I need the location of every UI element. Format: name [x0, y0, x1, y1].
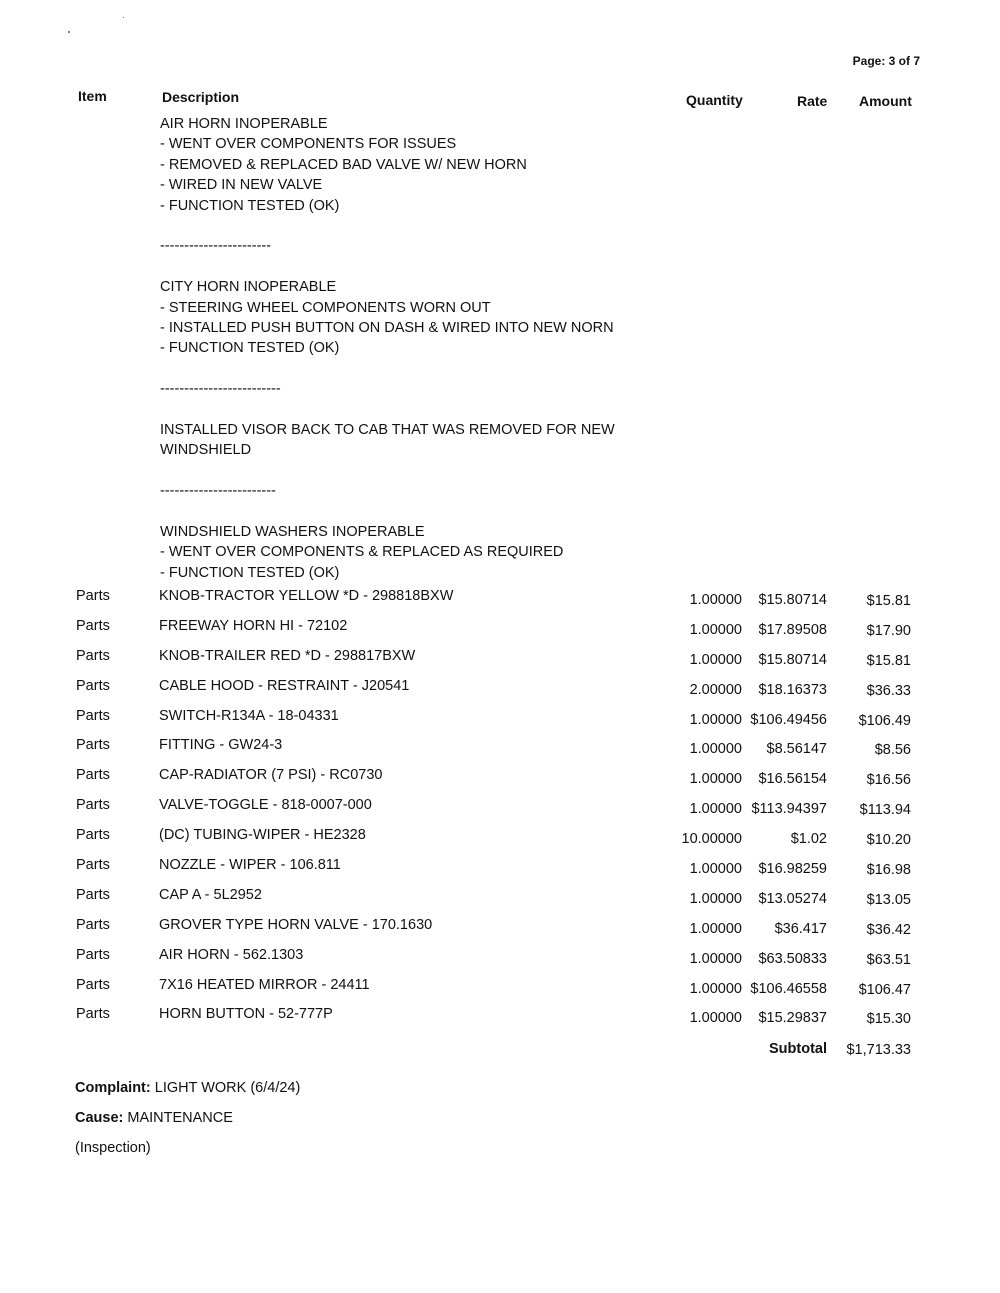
- part-amount: $36.42: [866, 921, 911, 938]
- cause-label: Cause:: [75, 1110, 124, 1126]
- part-description: KNOB-TRAILER RED *D - 298817BXW: [159, 647, 416, 664]
- part-item-type: Parts: [76, 677, 110, 694]
- complaint-line: [75, 1080, 300, 1096]
- part-item-type: Parts: [76, 916, 110, 933]
- part-quantity: 1.00000: [689, 711, 742, 728]
- part-amount: $36.33: [866, 682, 911, 699]
- note-line: AIR HORN INOPERABLE: [160, 116, 328, 132]
- part-rate: $106.49456: [750, 711, 827, 728]
- part-item-type: Parts: [76, 857, 110, 874]
- part-item-type: Parts: [76, 976, 110, 993]
- part-item-type: Parts: [76, 588, 110, 604]
- part-amount: $8.56: [874, 742, 911, 759]
- part-description: HORN BUTTON - 52-777P: [159, 1006, 333, 1023]
- part-amount: $17.90: [866, 622, 911, 639]
- part-item-type: Parts: [76, 1006, 110, 1023]
- part-rate: $17.89508: [758, 621, 827, 638]
- scan-speck: [123, 17, 124, 18]
- note-line: INSTALLED VISOR BACK TO CAB THAT WAS REMOVED FOR NEW: [160, 421, 615, 438]
- note-line: - WENT OVER COMPONENTS FOR ISSUES: [160, 136, 457, 153]
- part-amount: $106.47: [858, 981, 911, 998]
- part-amount: $63.51: [866, 951, 911, 968]
- part-quantity: 2.00000: [689, 681, 742, 698]
- part-item-type: Parts: [76, 767, 110, 784]
- part-rate: $15.80714: [758, 592, 827, 608]
- part-rate: $15.29837: [758, 1010, 827, 1027]
- complaint-label: Complaint:: [75, 1080, 151, 1096]
- part-amount: $16.98: [866, 862, 911, 879]
- note-line: [160, 257, 660, 277]
- part-item-type: Parts: [76, 707, 110, 724]
- table-row: [0, 977, 1000, 1007]
- part-rate: $8.56147: [766, 741, 827, 758]
- column-header-rate: Rate: [797, 93, 828, 109]
- note-line: - WENT OVER COMPONENTS & REPLACED AS REQUIRED: [160, 544, 564, 561]
- part-item-type: Parts: [76, 797, 110, 814]
- part-rate: $1.02: [790, 831, 827, 848]
- part-description: CAP-RADIATOR (7 PSI) - RC0730: [159, 767, 383, 784]
- part-description: CABLE HOOD - RESTRAINT - J20541: [159, 677, 410, 694]
- scan-speck: [68, 31, 70, 33]
- part-rate: $13.05274: [758, 890, 827, 907]
- part-description: (DC) TUBING-WIPER - HE2328: [159, 827, 366, 844]
- part-amount: $15.81: [866, 652, 911, 669]
- complaint-value: LIGHT WORK (6/4/24): [154, 1080, 301, 1096]
- note-line: - FUNCTION TESTED (OK): [160, 197, 340, 214]
- table-row: [0, 648, 1000, 678]
- column-header-quantity: Quantity: [686, 92, 743, 108]
- note-line: - STEERING WHEEL COMPONENTS WORN OUT: [160, 299, 491, 316]
- part-amount: $13.05: [866, 891, 911, 908]
- part-amount: $15.81: [866, 593, 911, 609]
- table-row: [0, 797, 1000, 827]
- part-description: SWITCH-R134A - 18-04331: [159, 707, 339, 724]
- part-rate: $113.94397: [751, 801, 827, 818]
- part-item-type: Parts: [76, 827, 110, 844]
- part-rate: $18.16373: [758, 681, 827, 698]
- note-line: - REMOVED & REPLACED BAD VALVE W/ NEW HORN: [160, 156, 527, 173]
- note-line: [160, 399, 660, 419]
- column-header-amount: Amount: [859, 93, 912, 109]
- subtotal-value: $1,713.33: [846, 1042, 911, 1058]
- part-description: CAP A - 5L2952: [159, 886, 262, 903]
- note-line: [160, 461, 660, 481]
- note-line: -----------------------: [160, 238, 272, 255]
- note-line: ------------------------: [160, 483, 276, 500]
- cause-value: MAINTENANCE: [127, 1110, 233, 1126]
- note-line: [160, 501, 660, 521]
- part-quantity: 1.00000: [689, 1010, 742, 1027]
- part-item-type: Parts: [76, 617, 110, 634]
- page-number: Page: 3 of 7: [852, 54, 920, 68]
- part-quantity: 1.00000: [689, 741, 742, 758]
- note-line: WINDSHIELD: [160, 442, 252, 459]
- table-row: [0, 588, 1000, 618]
- part-quantity: 1.00000: [689, 920, 742, 937]
- column-header-item: Item: [78, 88, 107, 104]
- cause-line: [75, 1110, 233, 1126]
- part-quantity: 1.00000: [689, 771, 742, 788]
- part-amount: $106.49: [858, 712, 911, 729]
- table-row: [0, 678, 1000, 708]
- part-description: GROVER TYPE HORN VALVE - 170.1630: [159, 916, 433, 933]
- part-quantity: 1.00000: [689, 801, 742, 818]
- note-line: - FUNCTION TESTED (OK): [160, 340, 340, 357]
- table-row: [0, 947, 1000, 977]
- part-description: FITTING - GW24-3: [159, 737, 283, 754]
- part-rate: $36.417: [774, 920, 827, 937]
- table-row: [0, 1006, 1000, 1036]
- part-item-type: Parts: [76, 886, 110, 903]
- table-row: [0, 708, 1000, 738]
- part-item-type: Parts: [76, 946, 110, 963]
- note-line: CITY HORN INOPERABLE: [160, 279, 337, 296]
- parts-table: [0, 588, 1000, 1036]
- part-quantity: 1.00000: [689, 890, 742, 907]
- part-quantity: 1.00000: [689, 621, 742, 638]
- table-row: [0, 917, 1000, 947]
- part-rate: $106.46558: [750, 980, 827, 997]
- table-row: [0, 887, 1000, 917]
- part-description: KNOB-TRACTOR YELLOW *D - 298818BXW: [159, 588, 454, 604]
- note-line: [160, 216, 660, 236]
- part-quantity: 1.00000: [689, 592, 742, 608]
- table-row: [0, 827, 1000, 857]
- table-row: [0, 618, 1000, 648]
- work-notes: [160, 114, 660, 583]
- note-line: WINDSHIELD WASHERS INOPERABLE: [160, 523, 425, 540]
- inspection-note: (Inspection): [75, 1140, 151, 1156]
- table-row: [0, 737, 1000, 767]
- note-line: -------------------------: [160, 381, 281, 398]
- note-line: [160, 359, 660, 379]
- part-rate: $63.50833: [758, 950, 827, 967]
- part-amount: $113.94: [859, 802, 911, 819]
- part-rate: $16.98259: [758, 861, 827, 878]
- note-line: - INSTALLED PUSH BUTTON ON DASH & WIRED INTO NEW NORN: [160, 319, 614, 336]
- part-item-type: Parts: [76, 647, 110, 664]
- part-amount: $16.56: [866, 772, 911, 789]
- part-rate: $16.56154: [758, 771, 827, 788]
- part-rate: $15.80714: [758, 651, 827, 668]
- part-description: VALVE-TOGGLE - 818-0007-000: [159, 797, 372, 814]
- note-line: - WIRED IN NEW VALVE: [160, 177, 323, 194]
- part-description: FREEWAY HORN HI - 72102: [159, 617, 348, 634]
- part-quantity: 1.00000: [689, 861, 742, 878]
- part-description: AIR HORN - 562.1303: [159, 946, 304, 963]
- part-amount: $15.30: [866, 1011, 911, 1028]
- table-row: [0, 857, 1000, 887]
- part-description: NOZZLE - WIPER - 106.811: [159, 857, 341, 874]
- part-quantity: 10.00000: [681, 831, 742, 848]
- part-quantity: 1.00000: [689, 651, 742, 668]
- part-description: 7X16 HEATED MIRROR - 24411: [159, 976, 370, 993]
- part-item-type: Parts: [76, 737, 110, 754]
- note-line: - FUNCTION TESTED (OK): [160, 564, 340, 581]
- part-quantity: 1.00000: [689, 950, 742, 967]
- subtotal-label: Subtotal: [769, 1041, 827, 1057]
- part-quantity: 1.00000: [689, 980, 742, 997]
- part-amount: $10.20: [866, 832, 911, 849]
- column-header-description: Description: [162, 89, 240, 105]
- table-row: [0, 767, 1000, 797]
